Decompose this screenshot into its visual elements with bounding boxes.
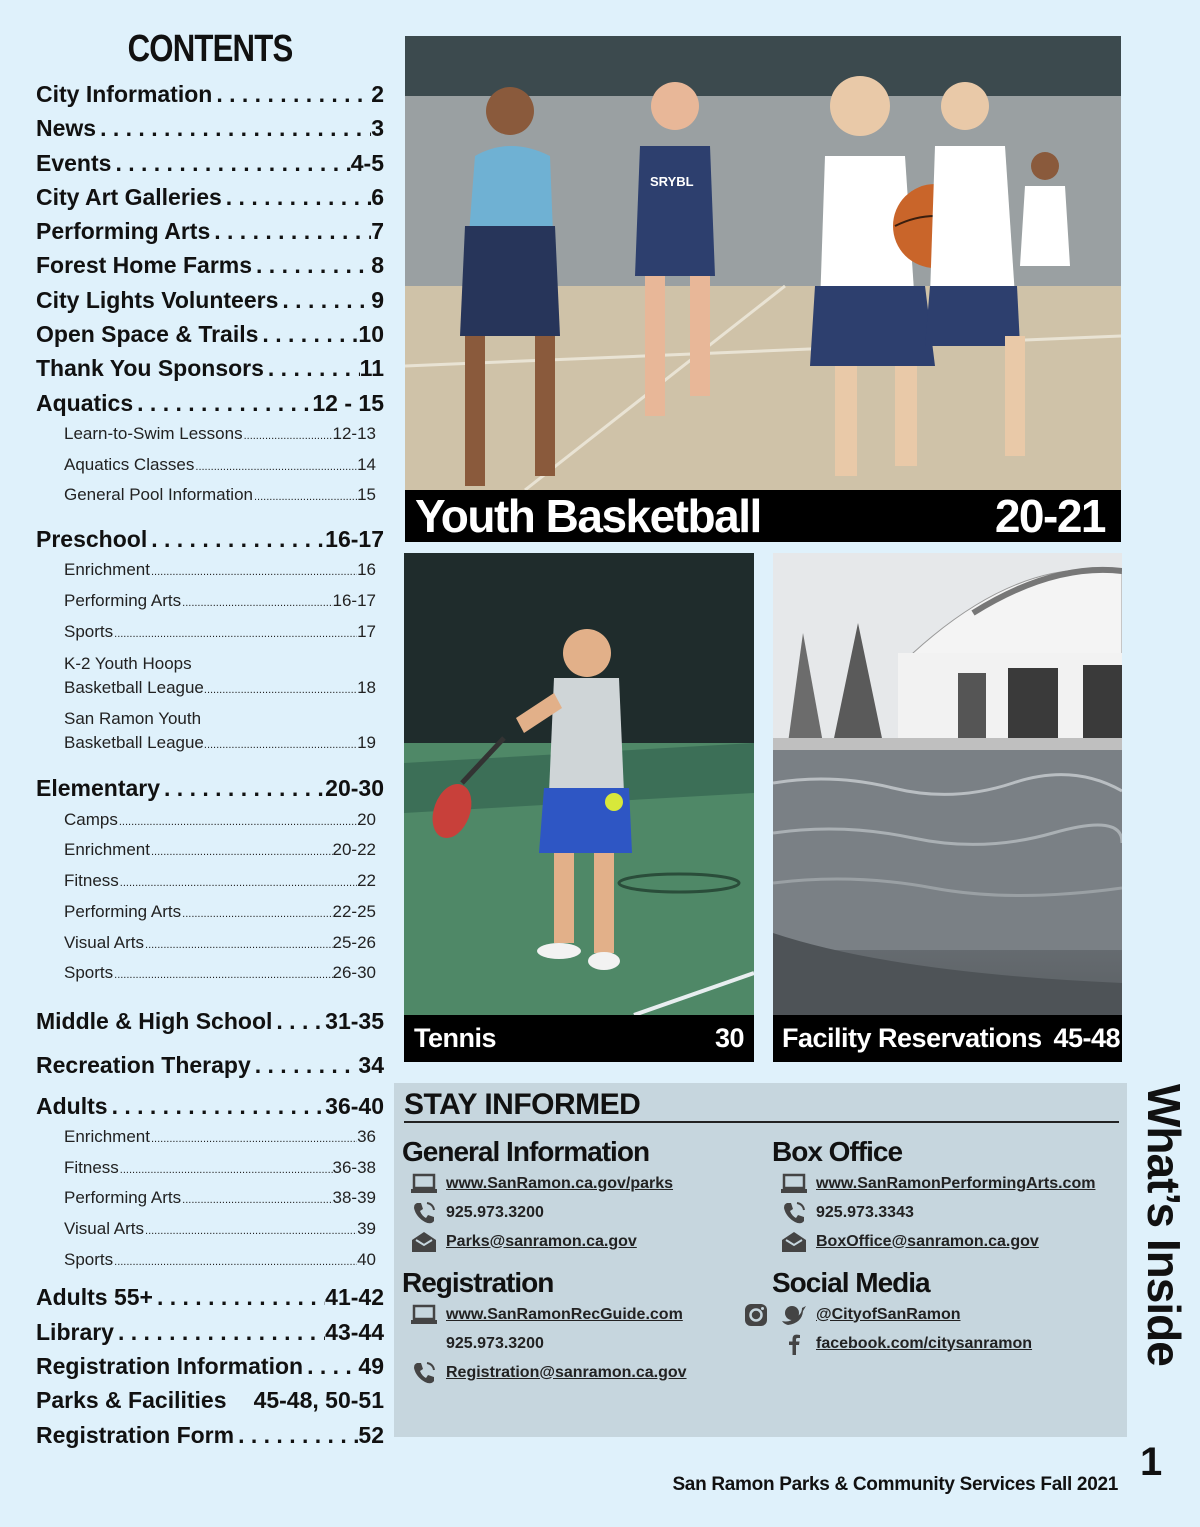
youth-basketball-photo [405,36,1121,490]
facility-photo [773,553,1122,1015]
twitter-icon [772,1303,816,1327]
registration-phone: 925.973.3200 [446,1334,544,1352]
tennis-illustration [404,553,754,1015]
toc-entry[interactable]: Events . . . 4-5 [36,146,384,180]
caption-pages: 30 [714,1023,744,1053]
whats-inside-side-label: What’s Inside [1138,1084,1190,1366]
toc-entry[interactable]: City Lights Volunteers . . . 9 [36,283,384,317]
registration-block [402,1266,762,1387]
email-icon [772,1230,816,1254]
caption-title: Facility Reservations [782,1023,1042,1053]
page-number: 1 [1140,1440,1163,1484]
box-office-website-link[interactable]: www.SanRamonPerformingArts.com [816,1174,1096,1192]
toc-subentry[interactable]: San Ramon Youth Basketball League ..... 19 [36,707,384,757]
social-handle-link[interactable]: @CityofSanRamon [816,1305,961,1323]
caption-pages: 20-21 [994,490,1105,542]
youth-basketball-caption[interactable] [405,490,1121,542]
facebook-icon [772,1333,816,1355]
general-info-block [402,1135,762,1256]
registration-website-link[interactable]: www.SanRamonRecGuide.com [446,1305,683,1323]
toc-entry[interactable]: News . . . 3 [36,111,384,145]
toc-entry[interactable]: Thank You Sponsors . . . 11 [36,351,384,385]
toc-entry[interactable]: Registration Form . . . 52 [36,1418,384,1452]
toc-entry-adults[interactable]: Adults . . . 36-40 [36,1089,384,1123]
toc-entry[interactable]: City Art Galleries . . . 6 [36,180,384,214]
box-office-heading: Box Office [772,1136,903,1167]
toc-entry[interactable]: Library . . . 43-44 [36,1315,384,1349]
toc-subentry[interactable]: Learn-to-Swim Lessons ..... 12-13 [36,420,384,451]
toc-subentry[interactable]: General Pool Information ..... 15 [36,481,384,512]
social-media-heading: Social Media [772,1267,930,1298]
toc-subentry[interactable]: Sports ..... 40 [36,1246,384,1277]
caption-pages: 45-48 [1053,1023,1120,1053]
toc-subentry[interactable]: Fitness ..... 22 [36,867,384,898]
instagram-icon [740,1302,772,1328]
tennis-caption[interactable] [404,1015,754,1062]
phone-icon [402,1200,446,1226]
toc-subentry[interactable]: Performing Arts ..... 38-39 [36,1184,384,1215]
toc-entry[interactable]: Registration Information . . . 49 [36,1349,384,1383]
toc-subentry[interactable]: Fitness ..... 36-38 [36,1154,384,1185]
stay-informed-panel [394,1083,1127,1437]
registration-heading: Registration [402,1267,554,1298]
toc-entry-preschool[interactable]: Preschool . . . 16-17 [36,522,384,556]
caption-title: Tennis [414,1023,497,1053]
toc-subentry[interactable]: Enrichment ..... 16 [36,556,384,587]
registration-email-link[interactable]: Registration@sanramon.ca.gov [446,1363,687,1381]
laptop-icon [402,1173,446,1195]
toc-entry[interactable]: Recreation Therapy . . . 34 [36,1048,384,1082]
toc-entry[interactable]: Parks & Facilities 45-48, 50-51 [36,1387,384,1414]
tennis-photo [404,553,754,1015]
facility-caption[interactable] [773,1015,1122,1062]
phone-icon [772,1200,816,1226]
general-info-heading: General Information [402,1136,650,1167]
footer-text: San Ramon Parks & Community Services Fall 2021 [672,1474,1118,1495]
toc-subentry[interactable]: Enrichment ..... 20-22 [36,836,384,867]
toc-entry-aquatics[interactable]: Aquatics . . . 12 - 15 [36,386,384,420]
toc-entry[interactable]: Adults 55+ . . . 41-42 [36,1280,384,1314]
general-website-link[interactable]: www.SanRamon.ca.gov/parks [446,1174,674,1192]
toc-entry[interactable]: Open Space & Trails . . . 10 [36,317,384,351]
toc-subentry[interactable]: Sports ..... 26-30 [36,959,384,990]
stay-informed-title: STAY INFORMED [404,1089,1119,1123]
general-email-link[interactable]: Parks@sanramon.ca.gov [446,1232,637,1250]
contents-title: CONTENTS [127,28,293,70]
toc-subentry[interactable]: K-2 Youth Hoops Basketball League ..... 18 [36,652,384,702]
toc-entry[interactable]: Forest Home Farms . . . 8 [36,248,384,282]
toc-subentry[interactable]: Enrichment ..... 36 [36,1123,384,1154]
box-office-email-link[interactable]: BoxOffice@sanramon.ca.gov [816,1232,1039,1250]
basketball-illustration [405,36,1121,490]
jersey-text: SRYBL [650,174,694,189]
toc-entry[interactable]: City Information . . . 2 [36,77,384,111]
box-office-phone: 925.973.3343 [816,1203,914,1221]
facebook-link[interactable]: facebook.com/citysanramon [816,1334,1033,1352]
toc-subentry[interactable]: Visual Arts ..... 39 [36,1215,384,1246]
toc-entry[interactable]: Middle & High School . . . 31-35 [36,1004,384,1038]
box-office-block [772,1135,1122,1256]
general-phone: 925.973.3200 [446,1203,544,1221]
toc-subentry[interactable]: Sports ..... 17 [36,618,384,649]
toc-entry[interactable]: Performing Arts . . . 7 [36,214,384,248]
laptop-icon [402,1304,446,1326]
toc-subentry[interactable]: Camps ..... 20 [36,806,384,837]
facility-illustration [773,553,1122,1015]
email-icon [402,1230,446,1254]
social-media-block [772,1266,1122,1358]
toc-subentry[interactable]: Performing Arts ..... 16-17 [36,587,384,618]
table-of-contents [36,28,384,1452]
toc-entry-elementary[interactable]: Elementary . . . 20-30 [36,771,384,805]
phone-icon [402,1360,446,1386]
caption-title: Youth Basketball [415,490,761,542]
laptop-icon [772,1173,816,1195]
toc-subentry[interactable]: Aquatics Classes ..... 14 [36,451,384,482]
toc-subentry[interactable]: Performing Arts ..... 22-25 [36,898,384,929]
toc-subentry[interactable]: Visual Arts ..... 25-26 [36,929,384,960]
